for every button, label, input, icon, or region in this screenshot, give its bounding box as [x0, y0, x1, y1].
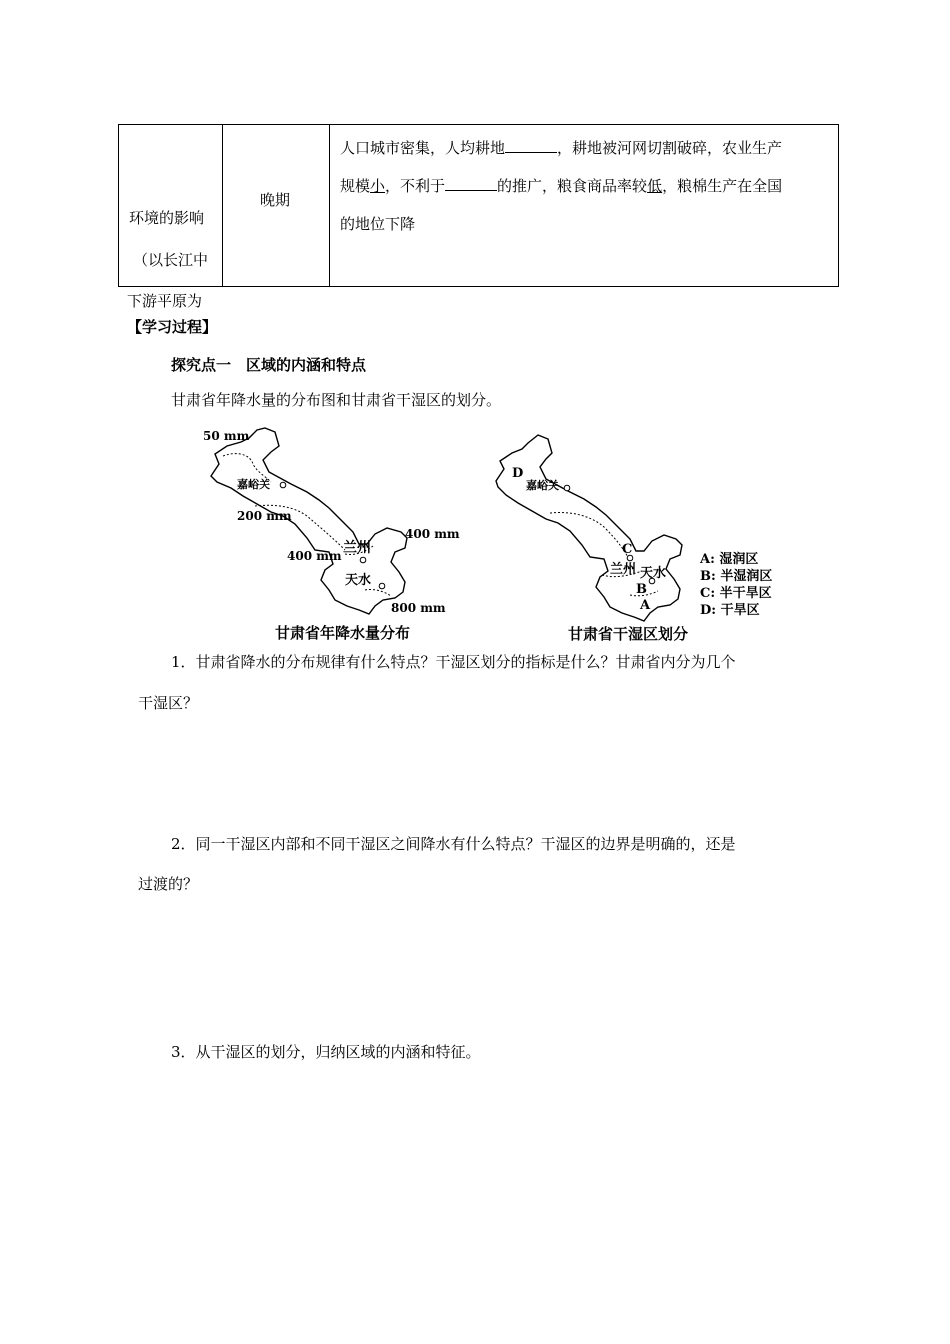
- table-cell-topic: [119, 125, 223, 287]
- table-overflow-text: 下游平原为: [127, 292, 203, 310]
- label-tianshui: 天水: [345, 573, 372, 588]
- question-3: 3．从干湿区的划分，归纳区域的内涵和特征。: [171, 1043, 481, 1061]
- legend-a: A: 湿润区: [700, 552, 759, 567]
- topic-line-1: 环境的影响: [129, 209, 205, 227]
- label-jiayuguan-2: 嘉峪关: [526, 479, 559, 492]
- fill-blank[interactable]: [445, 176, 497, 191]
- city-marker-tianshui: [379, 583, 385, 589]
- label-jiayuguan: 嘉峪关: [237, 478, 270, 491]
- map1-title: 甘肃省年降水量分布: [275, 624, 411, 642]
- zone-label-d: D: [512, 466, 524, 481]
- fill-blank[interactable]: [505, 138, 557, 153]
- label-400mm-west: 400 mm: [287, 549, 342, 563]
- legend-d: D: 干旱区: [700, 603, 760, 618]
- question-2-line-1: 2．同一干湿区内部和不同干湿区之间降水有什么特点？干湿区的边界是明确的，还是: [171, 835, 736, 853]
- label-400mm-east: 400 mm: [405, 527, 460, 541]
- explore-heading: 探究点一 区域的内涵和特点: [171, 356, 367, 374]
- topic-line-2: （以长江中: [133, 251, 209, 269]
- zone-boundary-cd: [550, 513, 633, 561]
- environment-table: [118, 124, 839, 287]
- city-marker-lanzhou: [360, 557, 366, 563]
- zone-label-a: A: [640, 598, 651, 613]
- dry-wet-zone-map: [490, 425, 800, 650]
- section-heading: 【学习过程】: [127, 318, 218, 336]
- legend-c: C: 半干旱区: [700, 586, 772, 601]
- label-lanzhou: 兰州: [343, 540, 371, 556]
- label-tianshui-2: 天水: [640, 566, 667, 581]
- intro-text: 甘肃省年降水量的分布图和甘肃省干湿区的划分。: [171, 391, 502, 409]
- city-marker-jiayuguan: [280, 482, 286, 488]
- label-800mm: 800 mm: [391, 601, 446, 615]
- label-50mm: 50 mm: [203, 429, 250, 443]
- description-text: 人口城市密集，人均耕地 ，耕地被河网切割破碎，农业生产 规模小，不利于 的推广，粮食商品率较低，粮棉生产在全国 的地位下降: [340, 139, 783, 233]
- zone-label-c: C: [622, 542, 633, 557]
- table-cell-description: [330, 125, 839, 287]
- period-label: 晚期: [260, 191, 291, 209]
- question-1-line-1: 1．甘肃省降水的分布规律有什么特点？干湿区划分的指标是什么？甘肃省内分为几个: [171, 653, 736, 671]
- zone-label-b: B: [636, 582, 647, 597]
- label-lanzhou-2: 兰州: [610, 562, 637, 577]
- map2-title: 甘肃省干湿区划分: [568, 625, 689, 643]
- question-1-line-2: 干湿区？: [138, 694, 199, 712]
- city-marker-jiayuguan-2: [564, 485, 570, 491]
- table-cell-period: [223, 125, 330, 287]
- question-2-line-2: 过渡的？: [138, 875, 199, 893]
- label-200mm: 200 mm: [237, 509, 292, 523]
- legend-b: B: 半湿润区: [700, 569, 773, 584]
- isohyet-800: [365, 589, 391, 596]
- precipitation-map: [195, 420, 475, 650]
